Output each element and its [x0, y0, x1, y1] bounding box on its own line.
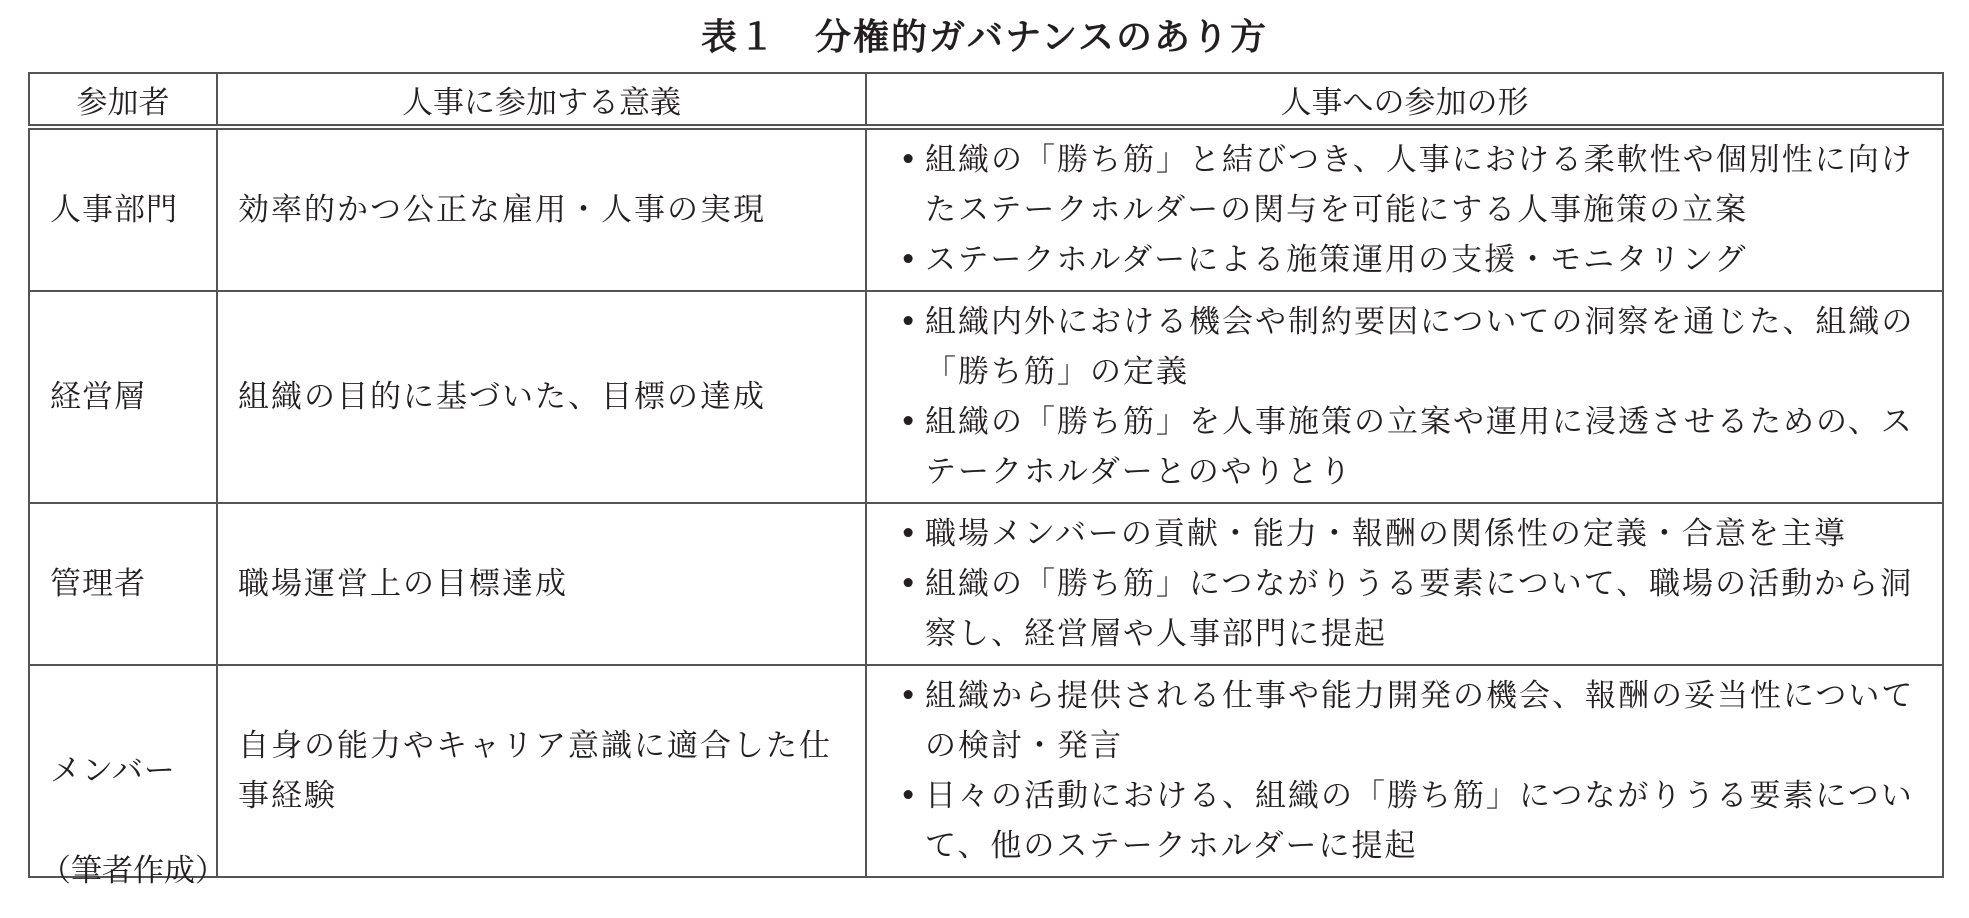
list-item	[895, 559, 1928, 659]
form-text: 組織の「勝ち筋」を人事施策の立案や運用に浸透させるための、ステークホルダーとのやりとり	[925, 404, 1914, 490]
header-row	[29, 73, 1943, 127]
meaning-cell: 自身の能力やキャリア意識に適合した仕事経験	[217, 665, 866, 877]
form-list	[895, 135, 1928, 285]
table-row	[29, 127, 1943, 291]
form-cell	[866, 665, 1943, 877]
form-cell	[866, 127, 1943, 291]
form-cell	[866, 291, 1943, 503]
participant-cell: メンバー	[29, 665, 217, 877]
form-text: 組織の「勝ち筋」と結びつき、人事における柔軟性や個別性に向けたステークホルダーの関与を可能にする人事施策の立案	[925, 142, 1914, 228]
governance-table	[28, 72, 1944, 878]
table-row	[29, 291, 1943, 503]
list-item	[895, 671, 1928, 771]
header-participant: 参加者	[29, 73, 217, 127]
form-text: 組織の「勝ち筋」につながりうる要素について、職場の活動から洞察し、経営層や人事部門に提起	[925, 566, 1914, 652]
bullet-icon: •	[899, 404, 920, 440]
list-item	[895, 235, 1928, 285]
form-list	[895, 509, 1928, 659]
meaning-cell: 職場運営上の目標達成	[217, 503, 866, 665]
table-row	[29, 503, 1943, 665]
participant-cell: 管理者	[29, 503, 217, 665]
list-item	[895, 509, 1928, 559]
list-item	[895, 297, 1928, 397]
form-list	[895, 671, 1928, 871]
table-title: 表１ 分権的ガバナンスのあり方	[700, 17, 1269, 58]
bullet-icon: •	[899, 304, 920, 340]
list-item	[895, 397, 1928, 497]
bullet-icon: •	[899, 142, 920, 178]
header-meaning: 人事に参加する意義	[217, 73, 866, 127]
bullet-icon: •	[899, 566, 920, 602]
meaning-cell: 効率的かつ公正な雇用・人事の実現	[217, 127, 866, 291]
source-note: （筆者作成）	[40, 853, 226, 889]
form-list	[895, 297, 1928, 497]
header-form: 人事への参加の形	[866, 73, 1943, 127]
bullet-icon: •	[899, 242, 920, 278]
bullet-icon: •	[899, 516, 920, 552]
bullet-icon: •	[899, 778, 920, 814]
participant-cell: 人事部門	[29, 127, 217, 291]
form-text: ステークホルダーによる施策運用の支援・モニタリング	[925, 242, 1748, 278]
participant-cell: 経営層	[29, 291, 217, 503]
table-row	[29, 665, 1943, 877]
form-text: 組織から提供される仕事や能力開発の機会、報酬の妥当性についての検討・発言	[925, 678, 1915, 764]
form-text: 日々の活動における、組織の「勝ち筋」につながりうる要素について、他のステークホルダーに提起	[925, 778, 1914, 864]
list-item	[895, 135, 1928, 235]
form-cell	[866, 503, 1943, 665]
list-item	[895, 771, 1928, 871]
meaning-cell: 組織の目的に基づいた、目標の達成	[217, 291, 866, 503]
form-text: 職場メンバーの貢献・能力・報酬の関係性の定義・合意を主導	[925, 516, 1847, 552]
form-text: 組織内外における機会や制約要因についての洞察を通じた、組織の「勝ち筋」の定義	[925, 304, 1915, 390]
bullet-icon: •	[899, 678, 920, 714]
